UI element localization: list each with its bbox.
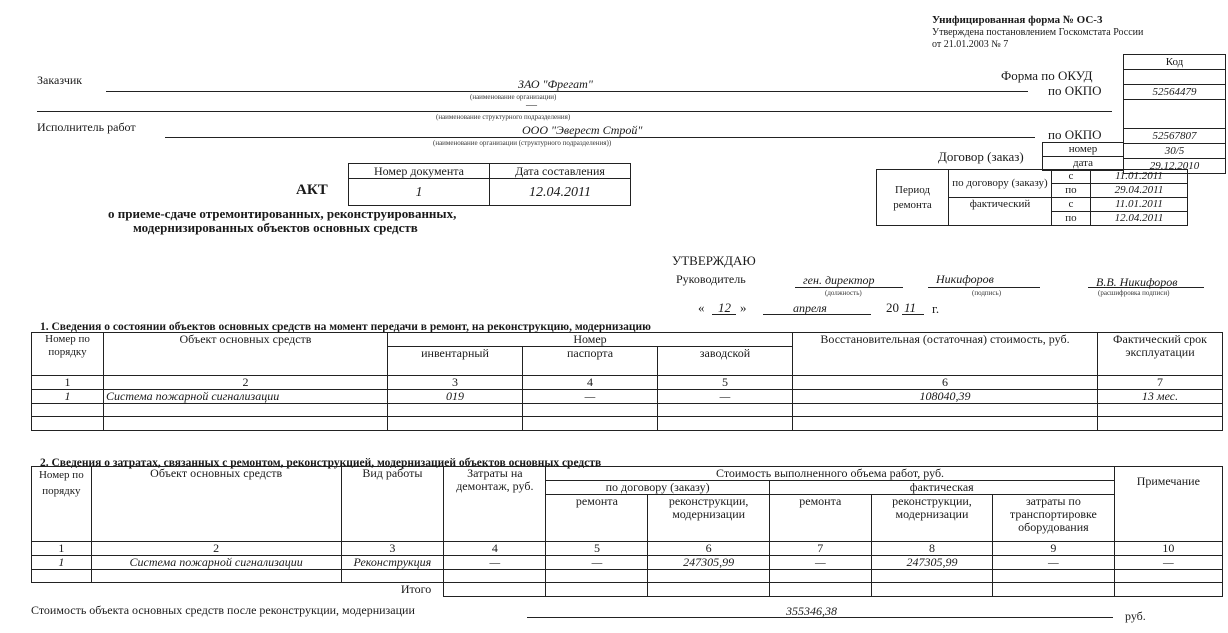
contract-date-cell: 29.12.2010	[1124, 159, 1226, 174]
s2-n3: 3	[341, 542, 444, 556]
contract-sublabels	[1042, 142, 1124, 171]
s1-n4: 4	[523, 376, 658, 390]
s2-n10: 10	[1114, 542, 1222, 556]
s1-r-srok: 13 мес.	[1098, 390, 1223, 404]
s2-itogo: Итого	[400, 582, 432, 597]
akt-title: АКТ	[296, 182, 328, 198]
contractor-value: ООО "Эверест Строй"	[522, 123, 643, 137]
contract-label: Договор (заказ)	[938, 149, 1024, 164]
actual-from-date: 11.01.2011	[1091, 198, 1188, 212]
customer-dash: —	[526, 99, 537, 111]
footer-label: Стоимость объекта основных средств после реконструкции, модернизации	[31, 603, 415, 617]
year-suffix: г.	[932, 301, 940, 316]
okud-cell	[1124, 70, 1226, 85]
position-caption: (должность)	[825, 289, 862, 297]
s1-h-nomer: Номер	[388, 333, 793, 347]
s2-n8: 8	[871, 542, 992, 556]
s2-h-rek: реконструкции, модернизации	[648, 495, 769, 542]
by-contract-label: по договору (заказу)	[949, 170, 1052, 198]
akt-subtitle-1: о приеме-сдаче отремонтированных, реконструированных,	[108, 206, 457, 221]
contract-from-date: 11.01.2011	[1091, 170, 1188, 184]
day-line	[712, 314, 736, 315]
okpo2-cell: 52567807	[1124, 129, 1226, 144]
s2-n2: 2	[91, 542, 341, 556]
s2-r-obj: Система пожарной сигнализации	[91, 556, 341, 570]
s2-n1: 1	[32, 542, 92, 556]
s2-h-vid: Вид работы	[341, 467, 444, 542]
s2-h-rem: ремонта	[546, 495, 648, 542]
s2-r-dem: —	[444, 556, 546, 570]
s1-r-inv: 019	[388, 390, 523, 404]
customer-value: ЗАО "Фрегат"	[518, 77, 593, 91]
section2-title: 2. Сведения о затратах, связанных с ремонтом, реконструкцией, модернизацией объектов основных средств	[40, 457, 602, 469]
form-title: Унифицированная форма № ОС-3	[932, 14, 1103, 26]
s1-n5: 5	[658, 376, 793, 390]
actual-label: фактический	[949, 198, 1052, 226]
s1-n1: 1	[32, 376, 104, 390]
date-quote-close: »	[740, 300, 747, 315]
s2-n6: 6	[648, 542, 769, 556]
s2-r-rek: 247305,99	[648, 556, 769, 570]
s2-n9: 9	[993, 542, 1114, 556]
s1-h-obj: Объект основных средств	[104, 333, 388, 376]
s2-r-num: 1	[32, 556, 92, 570]
s1-n2: 2	[104, 376, 388, 390]
s1-n3: 3	[388, 376, 523, 390]
s1-h-cost: Восстановительная (остаточная) стоимость, руб.	[793, 333, 1098, 376]
s2-h-trans: затраты по транспортировке оборудования	[993, 495, 1114, 542]
code-table	[1123, 54, 1226, 174]
head-name: В.В. Никифоров	[1096, 275, 1178, 289]
akt-subtitle-2: модернизированных объектов основных средств	[133, 220, 418, 235]
contract-to-date: 29.04.2011	[1091, 184, 1188, 198]
approve-day: 12	[718, 300, 731, 315]
s1-n6: 6	[793, 376, 1098, 390]
footer-value: 355346,38	[786, 604, 837, 618]
okpo-label: по ОКПО	[1048, 83, 1102, 98]
s2-h-rem2: ремонта	[769, 495, 871, 542]
footer-unit: руб.	[1125, 609, 1146, 623]
s2-r-rek2: 247305,99	[871, 556, 992, 570]
section1-table	[31, 332, 1223, 431]
contract-number-cell: 30/5	[1124, 144, 1226, 159]
year-prefix: 20	[886, 300, 899, 315]
s2-h-cost: Стоимость выполненного объема работ, руб.	[546, 467, 1114, 481]
doc-date-label: Дата составления	[490, 164, 631, 179]
doc-num-label: Номер документа	[349, 164, 490, 179]
month-line	[763, 314, 871, 315]
contract-to-label: по	[1052, 184, 1091, 198]
s1-row	[32, 390, 1223, 404]
s2-h-fact: фактическая	[769, 481, 1114, 495]
contractor-label: Исполнитель работ	[37, 120, 136, 134]
s2-h-contract: по договору (заказу)	[546, 481, 769, 495]
approved-line-2: от 21.01.2003 № 7	[932, 39, 1009, 50]
s1-r-cost: 108040,39	[793, 390, 1098, 404]
name-caption: (расшифровка подписи)	[1098, 289, 1170, 297]
year-line	[902, 314, 924, 315]
blank-cell	[1124, 100, 1226, 129]
section2-table	[31, 466, 1223, 597]
s1-r-obj: Система пожарной сигнализации	[104, 390, 388, 404]
s2-r-prim: —	[1114, 556, 1222, 570]
s2-h-prim: Примечание	[1114, 467, 1222, 542]
s1-n7: 7	[1098, 376, 1223, 390]
head-position: ген. директор	[803, 273, 875, 287]
actual-from-label: с	[1052, 198, 1091, 212]
head-label: Руководитель	[676, 272, 746, 286]
s2-h-num: Номер по порядку	[32, 467, 92, 542]
approve-month: апреля	[793, 301, 827, 315]
s2-row	[32, 556, 1223, 570]
s1-r-zav: —	[658, 390, 793, 404]
name-line	[1088, 287, 1204, 288]
doc-date: 12.04.2011	[490, 179, 631, 206]
data-label: дата	[1043, 157, 1124, 171]
s2-r-rem2: —	[769, 556, 871, 570]
period-title	[877, 170, 949, 226]
customer-caption: (наименование организации)	[470, 93, 557, 101]
contract-from-label: с	[1052, 170, 1091, 184]
division-line	[37, 111, 1112, 112]
sign-caption: (подпись)	[972, 289, 1002, 297]
repair-period-table	[876, 169, 1188, 226]
s2-n4: 4	[444, 542, 546, 556]
s1-h-zav: заводской	[658, 347, 793, 376]
head-signature: Никифоров	[936, 272, 994, 286]
actual-to-date: 12.04.2011	[1091, 212, 1188, 226]
code-header: Код	[1124, 55, 1226, 70]
actual-to-label: по	[1052, 212, 1091, 226]
s2-h-rek2: реконструкции, модернизации	[871, 495, 992, 542]
s1-h-pasp: паспорта	[523, 347, 658, 376]
s2-n7: 7	[769, 542, 871, 556]
section1-title: 1. Сведения о состоянии объектов основных средств на момент передачи в ремонт, на реконструкцию, модернизацию	[40, 321, 651, 333]
approved-line-1: Утверждена постановлением Госкомстата России	[932, 27, 1144, 38]
customer-label: Заказчик	[37, 73, 83, 87]
okpo1-cell: 52564479	[1124, 85, 1226, 100]
okud-label: Форма по ОКУД	[1001, 68, 1093, 83]
contractor-caption: (наименование организации (структурного подразделения))	[433, 139, 612, 147]
s1-r-pasp: —	[523, 390, 658, 404]
division-caption: (наименование структурного подразделения)	[436, 113, 571, 121]
okpo2-label: по ОКПО	[1048, 127, 1102, 142]
s2-r-trans: —	[993, 556, 1114, 570]
s1-r-num: 1	[32, 390, 104, 404]
s2-r-rem: —	[546, 556, 648, 570]
s1-h-inv: инвентарный	[388, 347, 523, 376]
s2-r-vid: Реконструкция	[341, 556, 444, 570]
s2-h-dem: Затраты на демонтаж, руб.	[444, 467, 546, 542]
nomer-label: номер	[1043, 143, 1124, 157]
s1-h-srok: Фактический срок эксплуатации	[1098, 333, 1223, 376]
period-title-1: Период	[895, 183, 930, 196]
sign-line	[928, 287, 1040, 288]
doc-number-table	[348, 163, 631, 206]
s1-h-num: Номер по порядку	[32, 333, 104, 376]
doc-num: 1	[349, 179, 490, 206]
approve-title: УТВЕРЖДАЮ	[672, 253, 756, 268]
s2-n5: 5	[546, 542, 648, 556]
period-title-2: ремонта	[893, 198, 932, 211]
date-quote-open: «	[698, 300, 705, 315]
approve-year: 11	[904, 300, 917, 315]
position-line	[795, 287, 903, 288]
s2-h-obj: Объект основных средств	[91, 467, 341, 542]
